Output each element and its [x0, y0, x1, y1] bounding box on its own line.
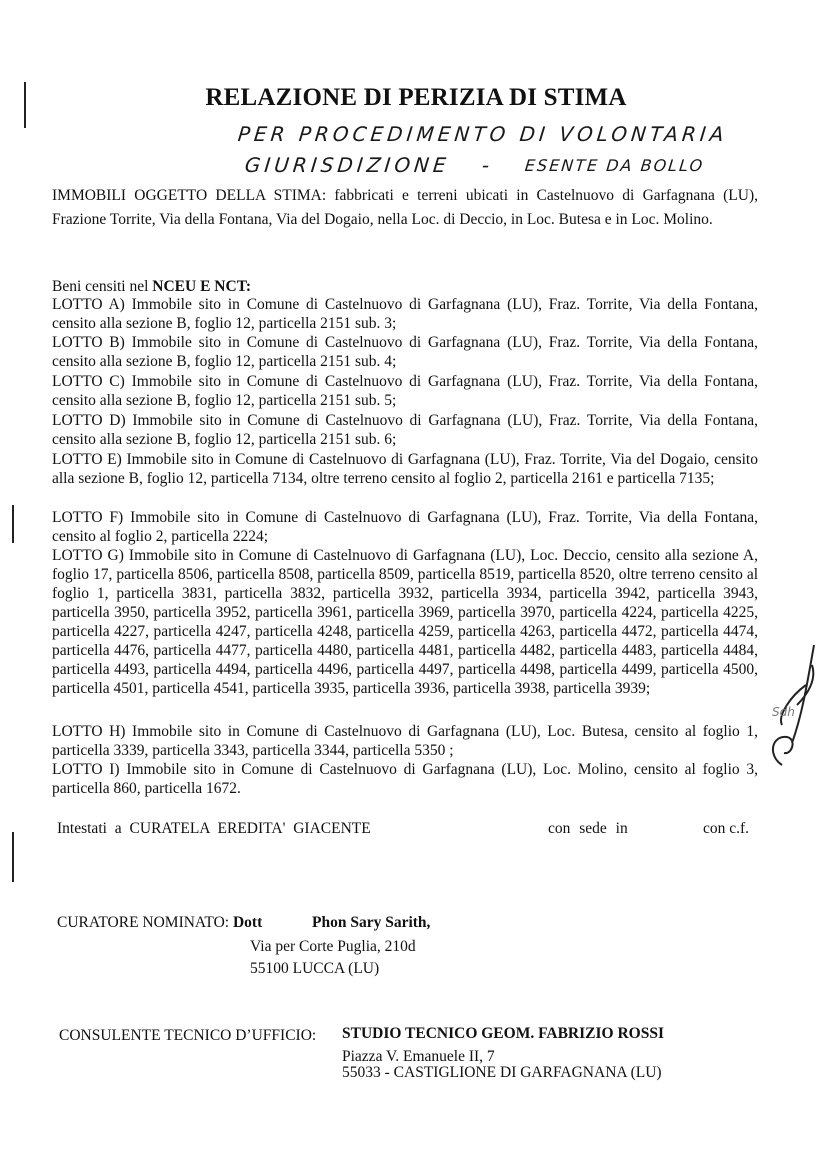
- signature-text: Sdh: [772, 705, 795, 719]
- consulente-studio: STUDIO TECNICO GEOM. FABRIZIO ROSSI: [342, 1025, 664, 1042]
- beni-bold: NCEU E NCT:: [152, 278, 252, 295]
- handwritten-note-line2: GIURISDIZIONE: [243, 153, 452, 177]
- scan-mark-bottom: [12, 832, 14, 882]
- lotto-h: LOTTO H) Immobile sito in Comune di Castelnuovo di Garfagnana (LU), Loc. Butesa, censito al foglio 1, particella 3339, particella 3343, particella 3344, particella 5350 ;: [52, 723, 758, 759]
- lotto-c: LOTTO C) Immobile sito in Comune di Castelnuovo di Garfagnana (LU), Fraz. Torrite, Via della Fontana, censito alla sezione B, foglio 12, particella 2151 sub. 5;: [52, 373, 758, 409]
- document-title: RELAZIONE DI PERIZIA DI STIMA: [205, 84, 627, 111]
- handwritten-note-dash: -: [480, 153, 495, 177]
- handwritten-note-exempt: ESENTE DA BOLLO: [524, 156, 706, 175]
- intestati-label: Intestati a CURATELA EREDITA' GIACENTE: [57, 820, 371, 837]
- consulente-address1: Piazza V. Emanuele II, 7: [342, 1048, 495, 1065]
- curatore-address2: 55100 LUCCA (LU): [250, 960, 380, 977]
- lotto-b: LOTTO B) Immobile sito in Comune di Castelnuovo di Garfagnana (LU), Fraz. Torrite, Via della Fontana, censito alla sezione B, foglio 12, particella 2151 sub. 4;: [52, 334, 758, 370]
- intestati-sede: con sede in: [548, 820, 628, 837]
- intestati-cf: con c.f.: [703, 820, 750, 837]
- scan-mark-middle: [12, 505, 14, 543]
- intro-paragraph: IMMOBILI OGGETTO DELLA STIMA: fabbricati e terreni ubicati in Castelnuovo di Garfagnana (LU), Frazione Torrite, Via della Fontana, Via del Dogaio, nella Loc. di Deccio, in Loc. Butesa e in Loc. Molino.: [52, 187, 758, 228]
- lotto-i: LOTTO I) Immobile sito in Comune di Castelnuovo di Garfagnana (LU), Loc. Molino, censito al foglio 3, particella 860, particella 1672.: [52, 761, 758, 797]
- consulente-label: CONSULENTE TECNICO D’UFFICIO:: [59, 1027, 317, 1044]
- consulente-address2: 55033 - CASTIGLIONE DI GARFAGNANA (LU): [342, 1064, 662, 1081]
- lotto-e: LOTTO E) Immobile sito in Comune di Castelnuovo di Garfagnana (LU), Fraz. Torrite, Via del Dogaio, censito alla sezione B, foglio 12, particella 7134, oltre terreno censito al foglio 2, particella 2161 e particella 7135;: [52, 451, 758, 487]
- curatore-name: Phon Sary Sarith,: [312, 914, 431, 931]
- lotto-g: LOTTO G) Immobile sito in Comune di Castelnuovo di Garfagnana (LU), Loc. Deccio, censito alla sezione A, foglio 17, particella 8506, particella 8508, particella 8509, particella 8519, particella 8520, oltre terreno censito al foglio 1, particella 3831, particella 3832, particella 3932, particella 3934, particella 3942, particella 3943, particella 3950, particella 3952, particella 3961, particella 3969, particella 3970, particella 4224, particella 4225, particella 4227, particella 4247, particella 4248, particella 4259, particella 4263, particella 4472, particella 4474, particella 4476, particella 4477, particella 4480, particella 4481, particella 4482, particella 4483, particella 4484, particella 4493, particella 4494, particella 4496, particella 4497, particella 4498, particella 4499, particella 4500, particella 4501, particella 4541, particella 3935, particella 3936, particella 3938, particella 3939;: [52, 547, 758, 697]
- lotto-a: LOTTO A) Immobile sito in Comune di Castelnuovo di Garfagnana (LU), Fraz. Torrite, Via della Fontana, censito alla sezione B, foglio 12, particella 2151 sub. 3;: [52, 296, 758, 332]
- curatore-address1: Via per Corte Puglia, 210d: [250, 938, 416, 955]
- curatore-label-text: CURATORE NOMINATO:: [57, 914, 230, 931]
- beni-prefix: Beni censiti nel: [52, 278, 149, 295]
- handwritten-note-line1: PER PROCEDIMENTO DI VOLONTARIA: [236, 122, 729, 146]
- beni-heading: [52, 277, 251, 296]
- lotto-f: LOTTO F) Immobile sito in Comune di Castelnuovo di Garfagnana (LU), Fraz. Torrite, Via della Fontana, censito al foglio 2, particella 2224;: [52, 509, 758, 545]
- curatore-label: [57, 913, 262, 932]
- lotto-d: LOTTO D) Immobile sito in Comune di Castelnuovo di Garfagnana (LU), Fraz. Torrite, Via della Fontana, censito alla sezione B, foglio 12, particella 2151 sub. 6;: [52, 412, 758, 448]
- signature: [762, 625, 822, 775]
- curatore-title: Dott: [232, 914, 263, 931]
